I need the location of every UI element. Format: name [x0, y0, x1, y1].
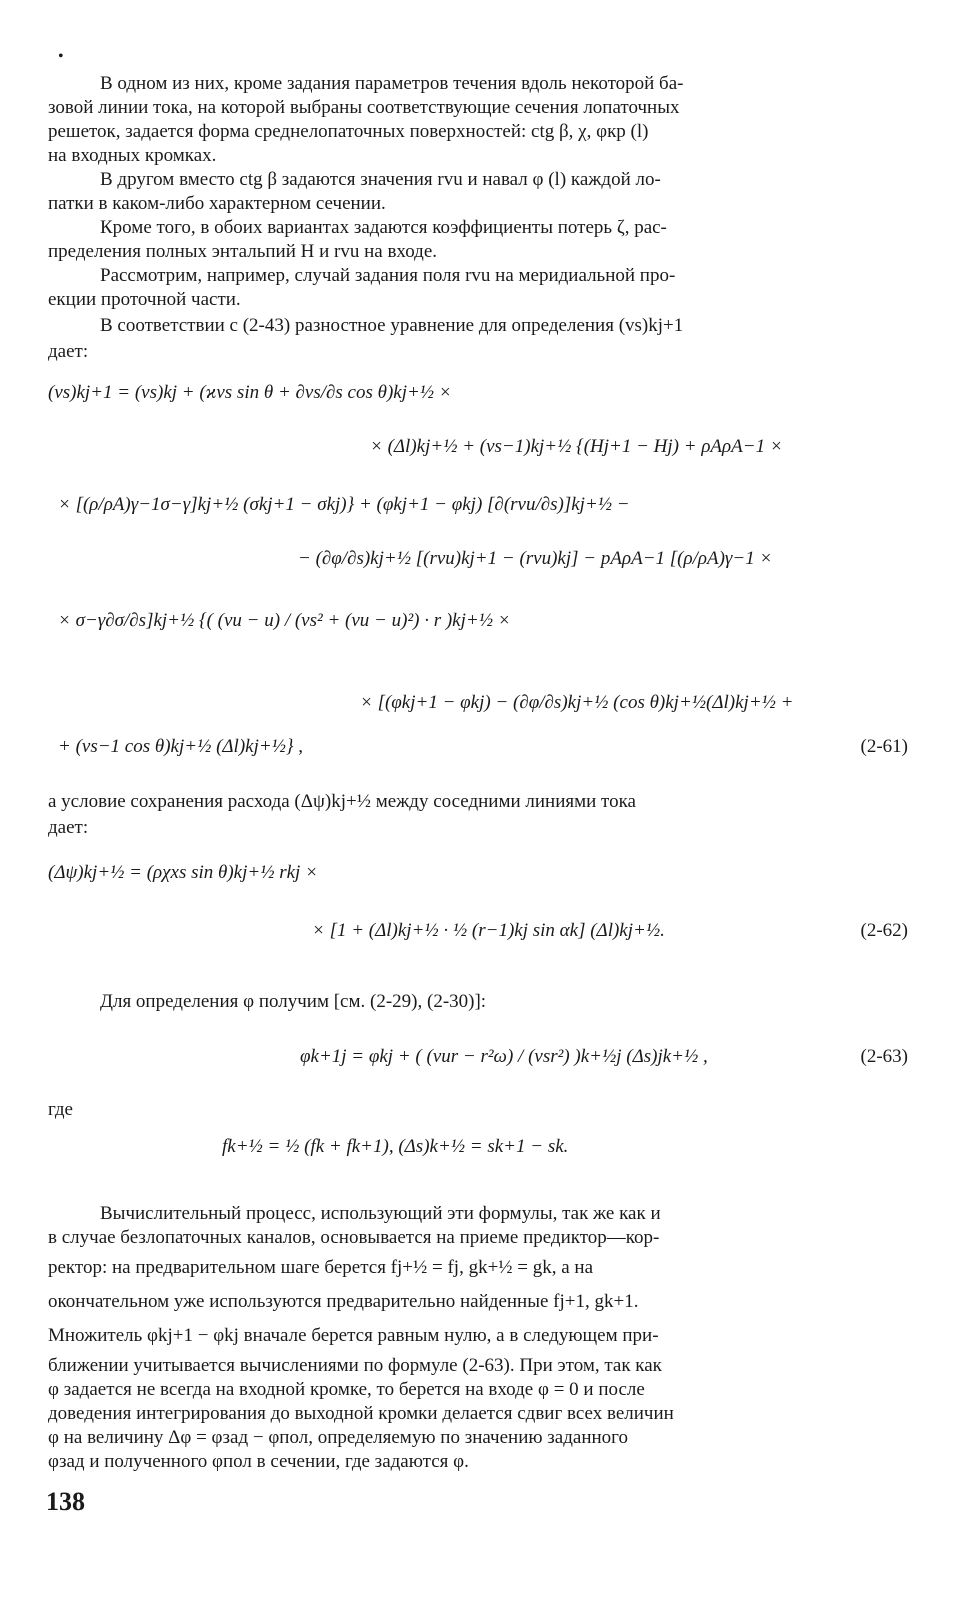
text-line: В соответствии с (2-43) разностное уравнение для определения (vs)kj+1	[100, 315, 684, 336]
text-line: дает:	[48, 817, 89, 838]
text-line: где	[48, 1099, 73, 1120]
text-line: В другом вместо ctg β задаются значения rvu и навал φ (l) каждой ло-	[100, 169, 661, 190]
text-line: доведения интегрирования до выходной кромки делается сдвиг всех величин	[48, 1403, 674, 1424]
equation-line: × [(φkj+1 − φkj) − (∂φ/∂s)kj+½ (cos θ)kj+½(Δl)kj+½ +	[360, 692, 794, 713]
text-line: екции проточной части.	[48, 289, 241, 310]
equation-line: fk+½ = ½ (fk + fk+1), (Δs)k+½ = sk+1 − sk.	[222, 1136, 569, 1157]
equation-line: − (∂φ/∂s)kj+½ [(rvu)kj+1 − (rvu)kj] − pAρA−1 [(ρ/ρA)γ−1 ×	[298, 548, 773, 569]
text-line: Вычислительный процесс, использующий эти формулы, так же как и	[100, 1203, 661, 1224]
text-line: патки в каком-либо характерном сечении.	[48, 193, 386, 214]
equation-line: (Δψ)kj+½ = (ρχxs sin θ)kj+½ rkj ×	[48, 862, 318, 883]
page-number: 138	[46, 1487, 85, 1516]
text-line: φ задается не всегда на входной кромке, то берется на входе φ = 0 и после	[48, 1379, 645, 1400]
text-line: Рассмотрим, например, случай задания поля rvu на меридиальной про-	[100, 265, 676, 286]
text-line: В одном из них, кроме задания параметров течения вдоль некоторой ба-	[100, 73, 684, 94]
equation-number: (2-61)	[860, 736, 908, 757]
equation-line: × [1 + (Δl)kj+½ · ½ (r−1)kj sin αk] (Δl)kj+½.	[312, 920, 665, 941]
text-line: ректор: на предварительном шаге берется fj+½ = fj, gk+½ = gk, а на	[48, 1257, 594, 1278]
text-line: φзад и полученного φпол в сечении, где задаются φ.	[48, 1451, 469, 1472]
equation-number: (2-62)	[860, 920, 908, 941]
equation-line: × σ−γ∂σ/∂s]kj+½ {( (vu − u) / (vs² + (vu − u)²) · r )kj+½ ×	[58, 610, 511, 631]
equation-line: × [(ρ/ρA)γ−1σ−γ]kj+½ (σkj+1 − σkj)} + (φkj+1 − φkj) [∂(rvu/∂s)]kj+½ −	[58, 494, 630, 515]
text-line: в случае безлопаточных каналов, основывается на приеме предиктор—кор-	[48, 1227, 660, 1248]
equation-line: × (Δl)kj+½ + (vs−1)kj+½ {(Hj+1 − Hj) + ρAρA−1 ×	[370, 436, 783, 457]
text-line: Для определения φ получим [см. (2-29), (2-30)]:	[100, 991, 487, 1012]
text-line: пределения полных энтальпий H и rvu на входе.	[48, 241, 437, 262]
text-line: а условие сохранения расхода (Δψ)kj+½ между соседними линиями тока	[48, 791, 636, 812]
text-line: Кроме того, в обоих вариантах задаются коэффициенты потерь ζ, рас-	[100, 217, 667, 238]
text-line: φ на величину Δφ = φзад − φпол, определяемую по значению заданного	[48, 1427, 629, 1448]
text-line: Множитель φkj+1 − φkj вначале берется равным нулю, а в следующем при-	[48, 1325, 659, 1346]
equation-line: φk+1j = φkj + ( (vur − r²ω) / (vsr²) )k+½j (Δs)jk+½ ,	[300, 1046, 708, 1067]
text-line: дает:	[48, 341, 89, 362]
text-line: окончательном уже используются предварительно найденные fj+1, gk+1.	[48, 1291, 639, 1312]
stray-mark: •	[58, 48, 64, 65]
text-line: ближении учитывается вычислениями по формуле (2-63). При этом, так как	[48, 1355, 662, 1376]
text-line: на входных кромках.	[48, 145, 217, 166]
text-line: решеток, задается форма среднелопаточных поверхностей: ctg β, χ, φкр (l)	[48, 121, 649, 142]
equation-line: (vs)kj+1 = (vs)kj + (ϰvs sin θ + ∂vs/∂s cos θ)kj+½ ×	[48, 382, 452, 403]
equation-line: + (vs−1 cos θ)kj+½ (Δl)kj+½} ,	[58, 736, 304, 757]
equation-number: (2-63)	[860, 1046, 908, 1067]
text-line: зовой линии тока, на которой выбраны соответствующие сечения лопаточных	[48, 97, 680, 118]
